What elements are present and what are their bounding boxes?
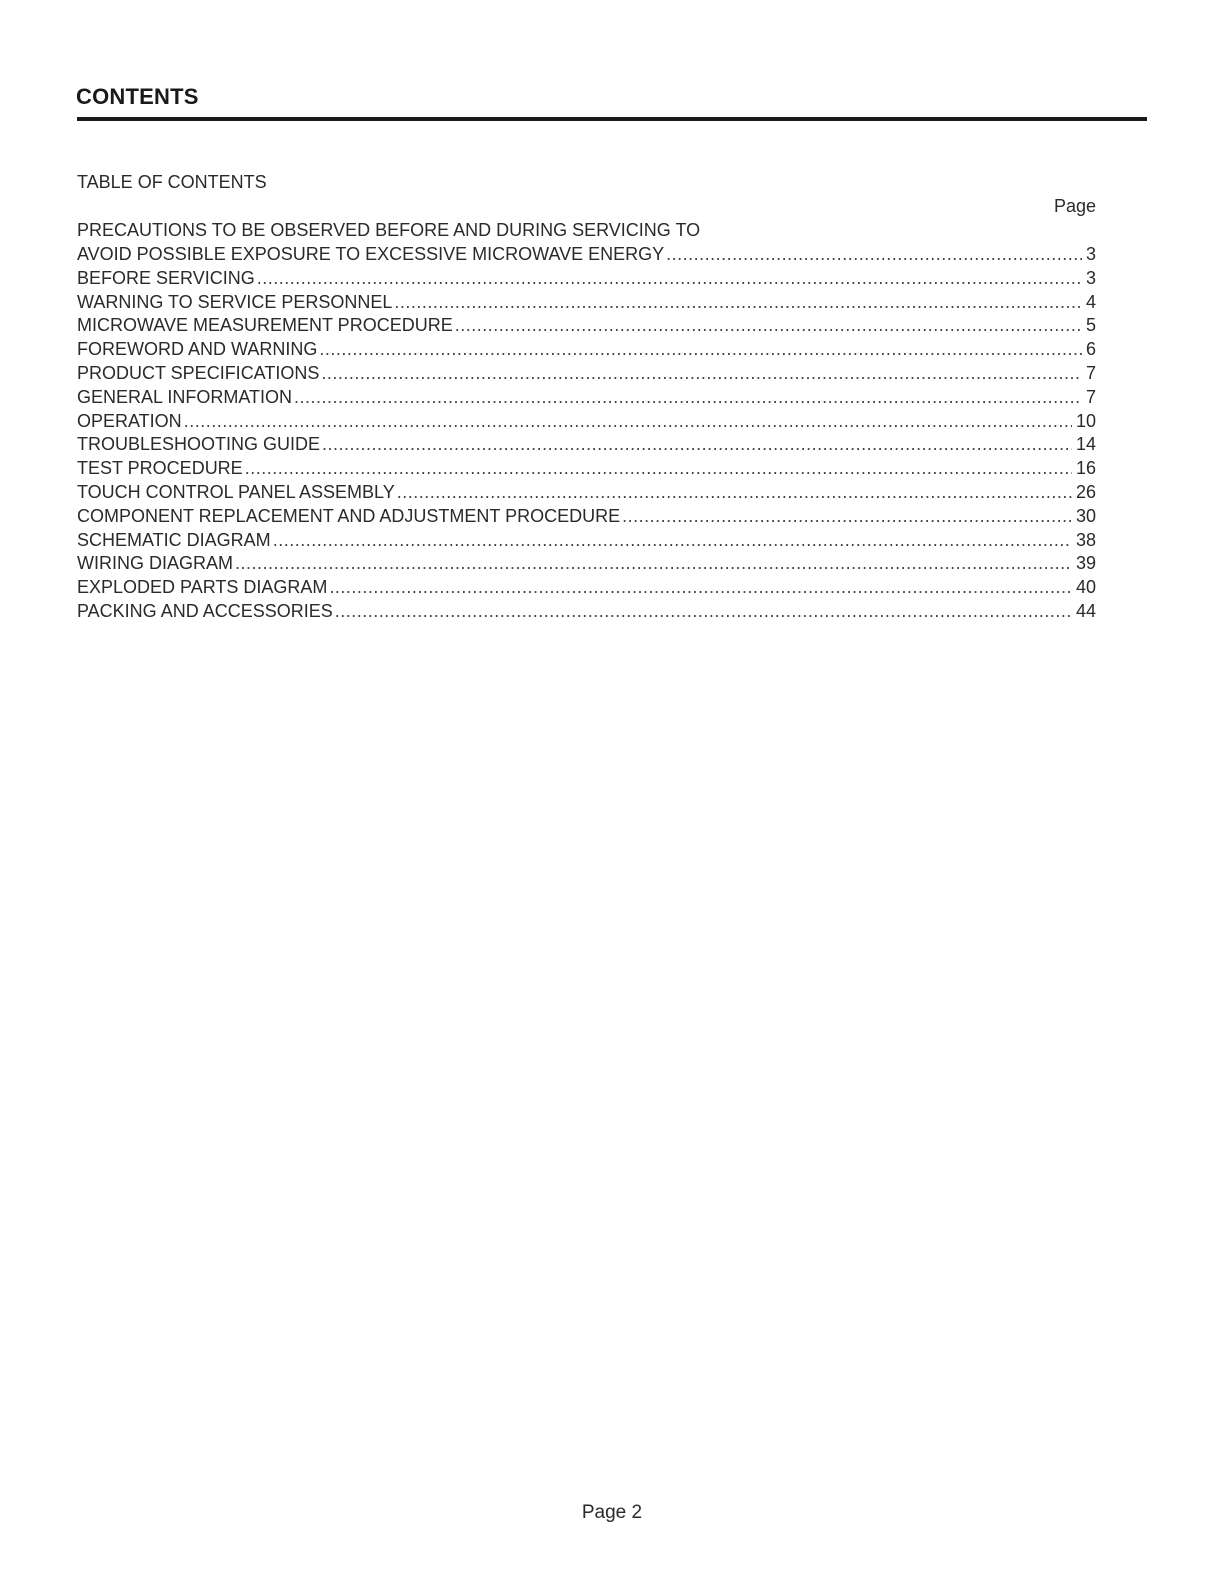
page-title: CONTENTS xyxy=(76,84,199,109)
dot-leader xyxy=(394,291,1082,315)
dot-leader xyxy=(397,481,1072,505)
toc-entry-label: GENERAL INFORMATION xyxy=(77,386,293,407)
dot-leader xyxy=(245,457,1072,481)
toc-heading: TABLE OF CONTENTS xyxy=(77,172,267,192)
toc-entry[interactable] xyxy=(77,481,1096,505)
dot-leader xyxy=(321,362,1082,386)
toc-list xyxy=(77,243,1096,624)
dot-leader xyxy=(622,505,1072,529)
dot-leader xyxy=(319,338,1082,362)
toc-entry[interactable] xyxy=(77,457,1096,481)
dot-leader xyxy=(455,314,1082,338)
toc-intro-line: PRECAUTIONS TO BE OBSERVED BEFORE AND DURING SERVICING TO xyxy=(77,220,701,240)
dot-leader xyxy=(666,243,1082,267)
toc-entry-label: SCHEMATIC DIAGRAM xyxy=(77,529,271,550)
toc-entry[interactable] xyxy=(77,552,1096,576)
toc-entry-page: 10 xyxy=(1075,410,1096,431)
dot-leader xyxy=(184,410,1072,434)
toc-entry-page: 40 xyxy=(1075,577,1096,598)
dot-leader xyxy=(329,576,1072,600)
toc-entry-page: 44 xyxy=(1075,600,1096,621)
toc-entry[interactable] xyxy=(77,243,1096,267)
page-number: Page 2 xyxy=(581,1502,643,1523)
toc-entry-label: WARNING TO SERVICE PERSONNEL xyxy=(77,291,393,312)
toc-entry-label: WIRING DIAGRAM xyxy=(77,553,233,574)
toc-entry[interactable] xyxy=(77,433,1096,457)
toc-entry-page: 7 xyxy=(1085,386,1096,407)
toc-entry-page: 7 xyxy=(1085,362,1096,383)
dot-leader xyxy=(335,600,1072,624)
toc-entry[interactable] xyxy=(77,362,1096,386)
toc-entry-label: TOUCH CONTROL PANEL ASSEMBLY xyxy=(77,481,395,502)
toc-entry[interactable] xyxy=(77,505,1096,529)
dot-leader xyxy=(235,552,1072,576)
dot-leader xyxy=(273,529,1072,553)
toc-entry[interactable] xyxy=(77,267,1096,291)
toc-entry[interactable] xyxy=(77,410,1096,434)
toc-entry-label: EXPLODED PARTS DIAGRAM xyxy=(77,577,328,598)
toc-entry-label: PRODUCT SPECIFICATIONS xyxy=(77,362,320,383)
toc-entry-page: 3 xyxy=(1085,267,1096,288)
toc-entry-page: 4 xyxy=(1085,291,1096,312)
toc-entry-page: 39 xyxy=(1075,553,1096,574)
toc-entry-label: MICROWAVE MEASUREMENT PROCEDURE xyxy=(77,315,453,336)
toc-entry-label: AVOID POSSIBLE EXPOSURE TO EXCESSIVE MICROWAVE ENERGY xyxy=(77,244,665,264)
toc-entry[interactable] xyxy=(77,529,1096,553)
toc-entry-label: COMPONENT REPLACEMENT AND ADJUSTMENT PROCEDURE xyxy=(77,505,621,526)
toc-entry-label: OPERATION xyxy=(77,410,182,431)
toc-entry-label: PACKING AND ACCESSORIES xyxy=(77,600,333,621)
toc-entry-label: TEST PROCEDURE xyxy=(77,458,243,479)
dot-leader xyxy=(322,433,1072,457)
title-divider xyxy=(77,117,1147,121)
toc-entry-page: 26 xyxy=(1075,481,1096,502)
toc-entry[interactable] xyxy=(77,291,1096,315)
dot-leader xyxy=(257,267,1082,291)
toc-entry-page: 16 xyxy=(1075,458,1096,479)
toc-entry[interactable] xyxy=(77,576,1096,600)
toc-entry-page: 38 xyxy=(1075,529,1096,550)
toc-entry-page: 30 xyxy=(1075,505,1096,526)
toc-entry[interactable] xyxy=(77,314,1096,338)
toc-entry-page: 14 xyxy=(1075,434,1096,455)
page-column-label: Page xyxy=(1053,196,1096,216)
toc-entry-page: 6 xyxy=(1085,339,1096,360)
toc-entry-label: BEFORE SERVICING xyxy=(77,267,255,288)
toc-entry-page: 3 xyxy=(1085,244,1096,264)
toc-entry-page: 5 xyxy=(1085,315,1096,336)
dot-leader xyxy=(294,386,1082,410)
toc-entry-label: TROUBLESHOOTING GUIDE xyxy=(77,434,321,455)
toc-entry[interactable] xyxy=(77,386,1096,410)
toc-entry-label: FOREWORD AND WARNING xyxy=(77,339,318,360)
toc-entry[interactable] xyxy=(77,338,1096,362)
toc-entry[interactable] xyxy=(77,600,1096,624)
